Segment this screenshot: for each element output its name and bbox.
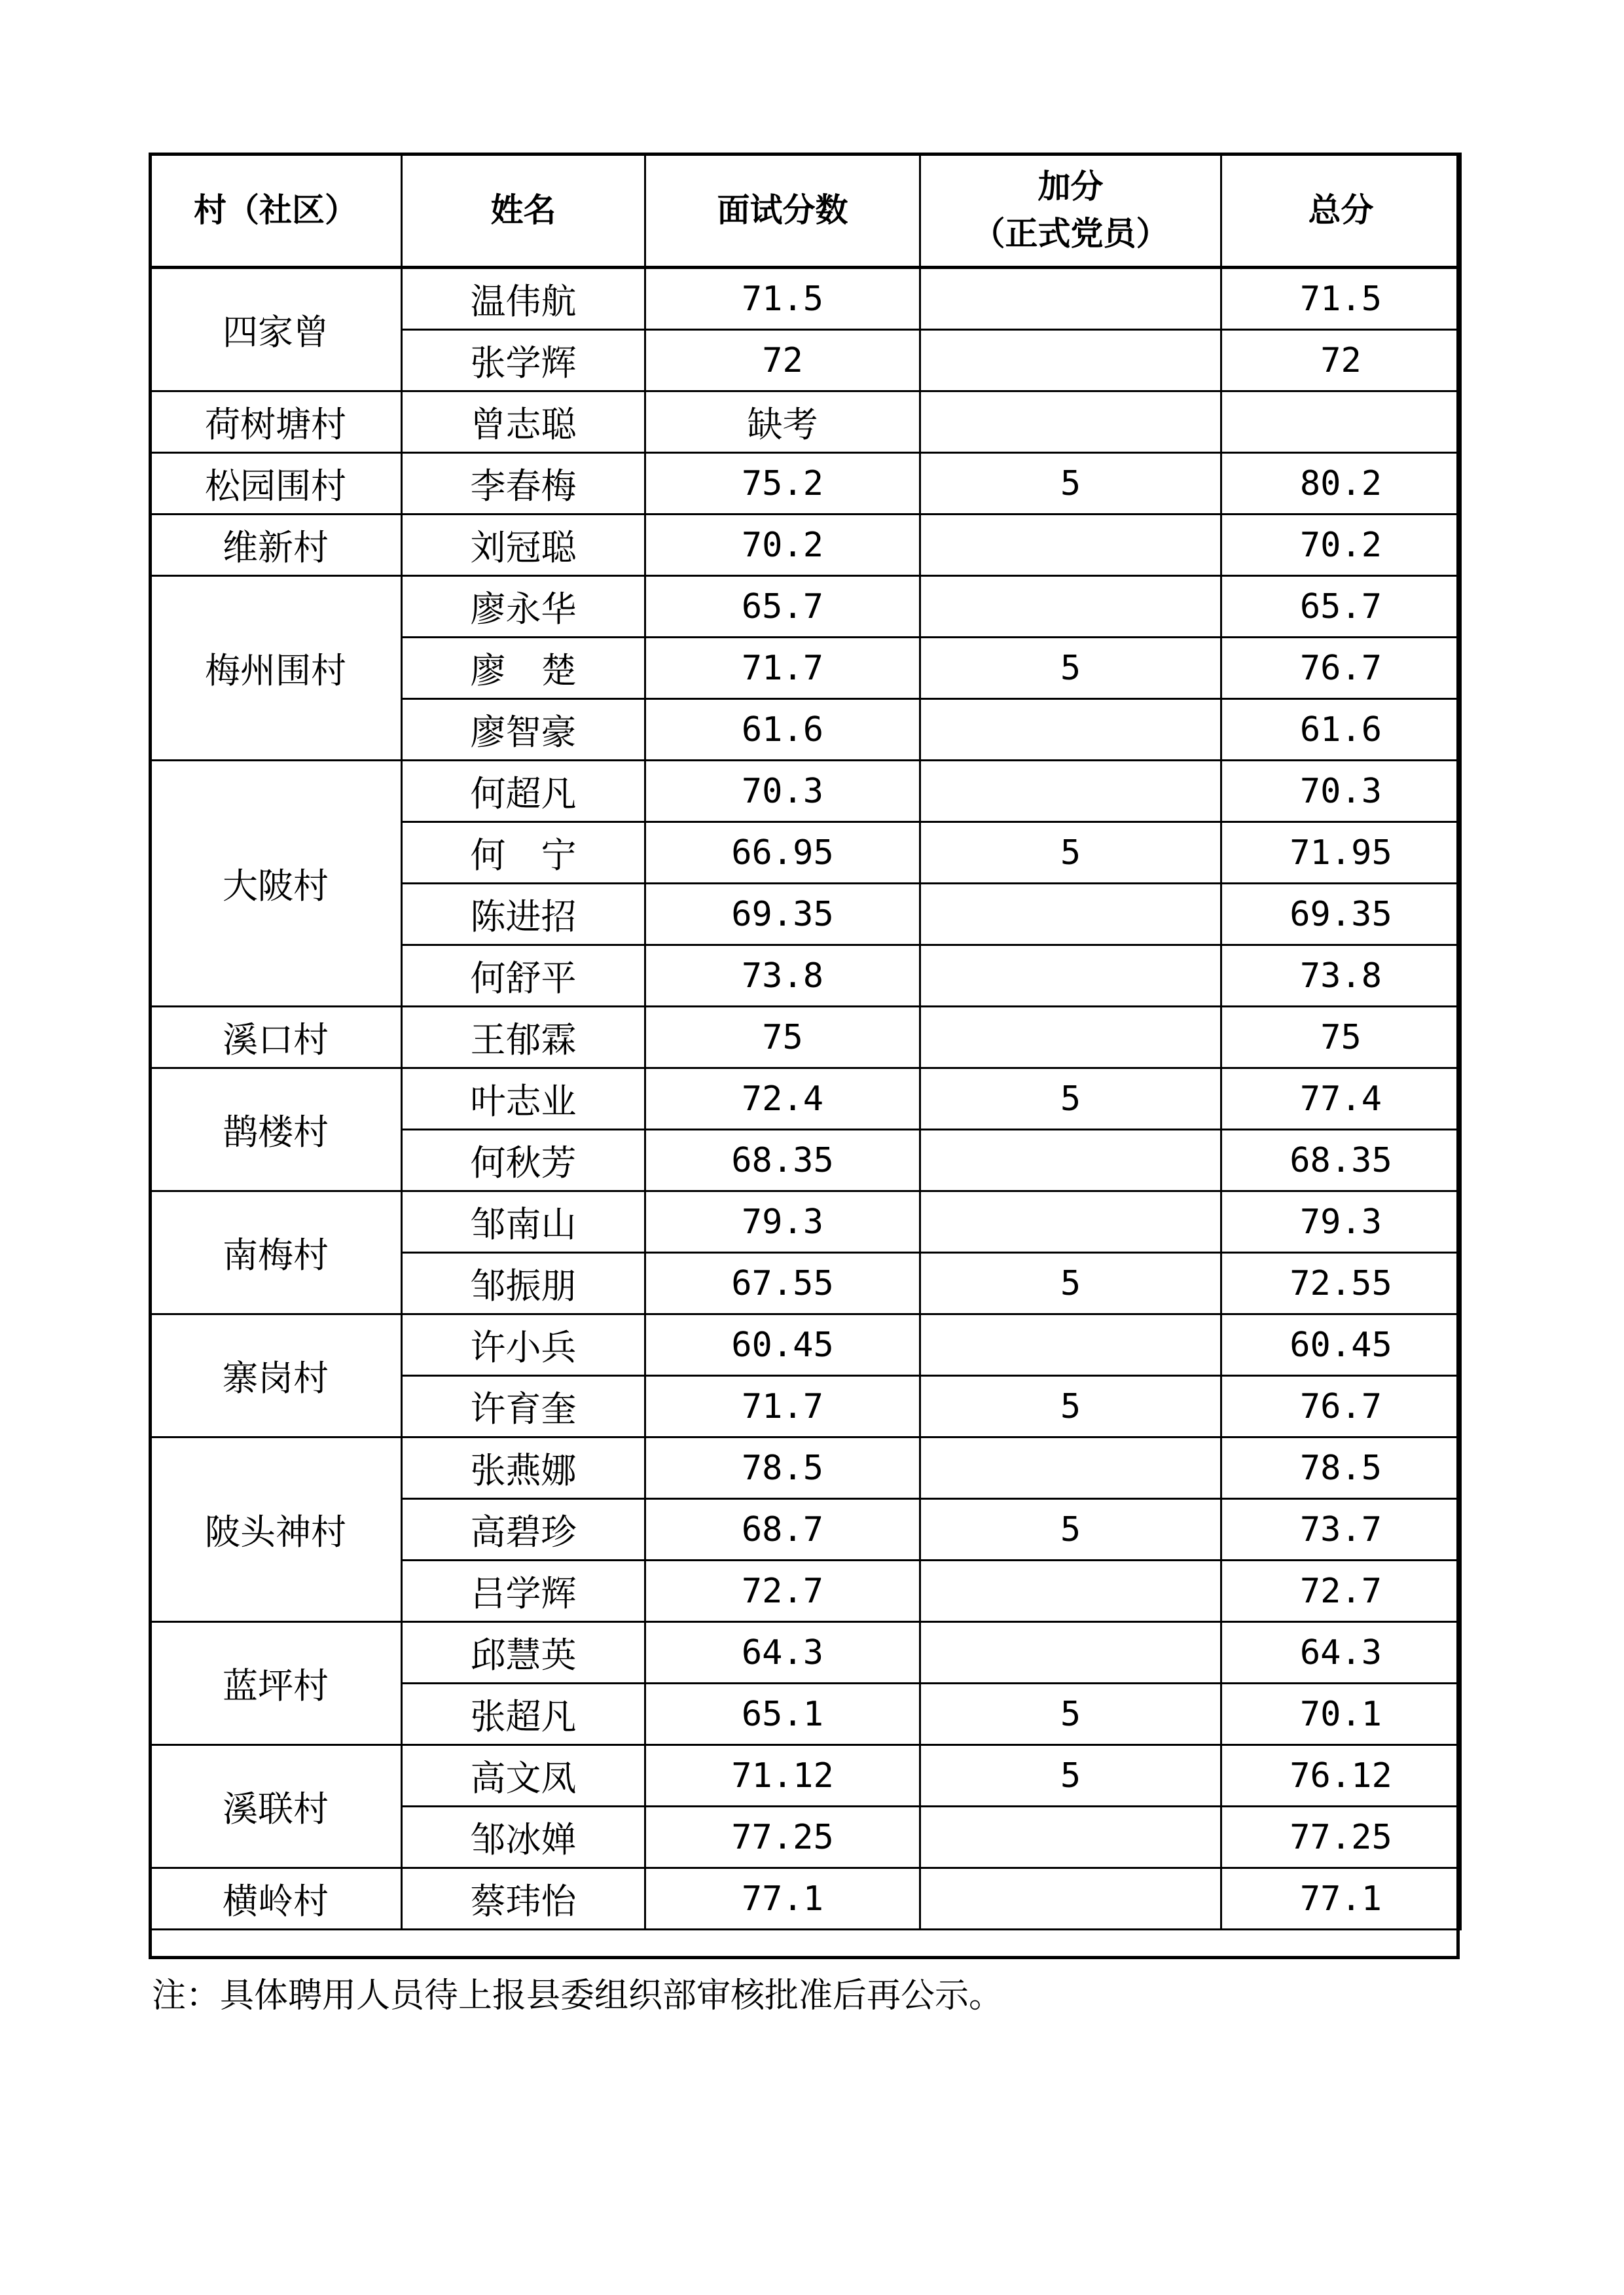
total-score-cell: 73.8 [1221, 945, 1461, 1007]
name-cell: 许育奎 [402, 1376, 645, 1437]
bonus-cell [920, 268, 1221, 330]
bonus-cell: 5 [920, 1376, 1221, 1437]
table-row [150, 1314, 1461, 1376]
total-score-cell: 72.7 [1221, 1561, 1461, 1622]
header-village: 村（社区） [150, 154, 402, 268]
name-cell: 张学辉 [402, 330, 645, 391]
total-score-cell: 72.55 [1221, 1253, 1461, 1314]
bonus-cell: 5 [920, 453, 1221, 515]
interview-score-cell: 72.4 [645, 1068, 920, 1130]
name-cell: 邹振朋 [402, 1253, 645, 1314]
total-score-cell: 78.5 [1221, 1437, 1461, 1499]
header-bonus-line1: 加分 [1038, 167, 1104, 206]
name-cell: 高文凤 [402, 1745, 645, 1807]
total-score-cell: 76.7 [1221, 1376, 1461, 1437]
interview-score-cell: 73.8 [645, 945, 920, 1007]
table-row [150, 1622, 1461, 1684]
total-score-cell: 71.95 [1221, 822, 1461, 884]
village-cell: 溪口村 [150, 1007, 402, 1068]
interview-score-cell: 78.5 [645, 1437, 920, 1499]
interview-score-cell: 66.95 [645, 822, 920, 884]
total-score-cell: 70.1 [1221, 1684, 1461, 1745]
name-cell: 廖智豪 [402, 699, 645, 761]
total-score-cell: 71.5 [1221, 268, 1461, 330]
total-score-cell: 70.2 [1221, 515, 1461, 576]
table-header [150, 154, 1461, 268]
interview-score-cell: 68.35 [645, 1130, 920, 1191]
total-score-cell: 72 [1221, 330, 1461, 391]
total-score-cell: 75 [1221, 1007, 1461, 1068]
bonus-cell [920, 1191, 1221, 1253]
interview-score-cell: 65.1 [645, 1684, 920, 1745]
bonus-cell [920, 391, 1221, 453]
bonus-cell [920, 330, 1221, 391]
score-table [149, 153, 1462, 1930]
header-interview-score: 面试分数 [645, 154, 920, 268]
table-row [150, 1868, 1461, 1930]
name-cell: 李春梅 [402, 453, 645, 515]
village-cell: 陂头神村 [150, 1437, 402, 1622]
name-cell: 廖 楚 [402, 638, 645, 699]
bonus-cell [920, 1314, 1221, 1376]
interview-score-cell: 79.3 [645, 1191, 920, 1253]
interview-score-cell: 65.7 [645, 576, 920, 638]
interview-score-cell: 72 [645, 330, 920, 391]
name-cell: 张超凡 [402, 1684, 645, 1745]
bonus-cell [920, 1561, 1221, 1622]
table-row [150, 268, 1461, 330]
interview-score-cell: 75.2 [645, 453, 920, 515]
interview-score-cell: 71.5 [645, 268, 920, 330]
bonus-cell [920, 1622, 1221, 1684]
interview-score-cell: 71.12 [645, 1745, 920, 1807]
interview-score-cell: 70.2 [645, 515, 920, 576]
village-cell: 大陂村 [150, 761, 402, 1007]
bonus-cell: 5 [920, 1253, 1221, 1314]
interview-score-cell: 60.45 [645, 1314, 920, 1376]
interview-score-cell: 77.25 [645, 1807, 920, 1868]
table-row [150, 761, 1461, 822]
name-cell: 吕学辉 [402, 1561, 645, 1622]
header-name: 姓名 [402, 154, 645, 268]
total-score-cell [1221, 391, 1461, 453]
total-score-cell: 76.12 [1221, 1745, 1461, 1807]
name-cell: 廖永华 [402, 576, 645, 638]
total-score-cell: 61.6 [1221, 699, 1461, 761]
bonus-cell [920, 1130, 1221, 1191]
interview-score-cell: 69.35 [645, 884, 920, 945]
table-row [150, 391, 1461, 453]
bonus-cell: 5 [920, 1499, 1221, 1561]
interview-score-cell: 75 [645, 1007, 920, 1068]
village-cell: 寨岗村 [150, 1314, 402, 1437]
interview-score-cell: 71.7 [645, 638, 920, 699]
name-cell: 何 宁 [402, 822, 645, 884]
village-cell: 四家曾 [150, 268, 402, 391]
total-score-cell: 77.4 [1221, 1068, 1461, 1130]
interview-score-cell: 71.7 [645, 1376, 920, 1437]
total-score-cell: 80.2 [1221, 453, 1461, 515]
name-cell: 邹南山 [402, 1191, 645, 1253]
village-cell: 溪联村 [150, 1745, 402, 1868]
village-cell: 荷树塘村 [150, 391, 402, 453]
total-score-cell: 73.7 [1221, 1499, 1461, 1561]
table-row [150, 1437, 1461, 1499]
bonus-cell [920, 515, 1221, 576]
footnote: 注：具体聘用人员待上报县委组织部审核批准后再公示。 [152, 1976, 1003, 2015]
bonus-cell: 5 [920, 638, 1221, 699]
table-row [150, 1007, 1461, 1068]
table-body [150, 268, 1461, 1930]
name-cell: 陈进招 [402, 884, 645, 945]
total-score-cell: 64.3 [1221, 1622, 1461, 1684]
name-cell: 叶志业 [402, 1068, 645, 1130]
village-cell: 梅州围村 [150, 576, 402, 761]
interview-score-cell: 64.3 [645, 1622, 920, 1684]
name-cell: 邹冰婵 [402, 1807, 645, 1868]
village-cell: 蓝坪村 [150, 1622, 402, 1745]
name-cell: 何超凡 [402, 761, 645, 822]
bonus-cell: 5 [920, 1068, 1221, 1130]
table-row [150, 576, 1461, 638]
table-row [150, 1191, 1461, 1253]
total-score-cell: 65.7 [1221, 576, 1461, 638]
name-cell: 刘冠聪 [402, 515, 645, 576]
name-cell: 蔡玮怡 [402, 1868, 645, 1930]
total-score-cell: 69.35 [1221, 884, 1461, 945]
interview-score-cell: 缺考 [645, 391, 920, 453]
total-score-cell: 77.1 [1221, 1868, 1461, 1930]
interview-score-cell: 68.7 [645, 1499, 920, 1561]
bonus-cell: 5 [920, 1745, 1221, 1807]
interview-score-cell: 72.7 [645, 1561, 920, 1622]
bonus-cell [920, 1868, 1221, 1930]
village-cell: 南梅村 [150, 1191, 402, 1314]
interview-score-cell: 77.1 [645, 1868, 920, 1930]
bonus-cell: 5 [920, 1684, 1221, 1745]
name-cell: 邱慧英 [402, 1622, 645, 1684]
name-cell: 温伟航 [402, 268, 645, 330]
bonus-cell [920, 576, 1221, 638]
table-row [150, 453, 1461, 515]
name-cell: 高碧珍 [402, 1499, 645, 1561]
name-cell: 王郁霖 [402, 1007, 645, 1068]
bonus-cell [920, 761, 1221, 822]
name-cell: 何秋芳 [402, 1130, 645, 1191]
table-row [150, 515, 1461, 576]
interview-score-cell: 61.6 [645, 699, 920, 761]
bonus-cell [920, 1807, 1221, 1868]
name-cell: 许小兵 [402, 1314, 645, 1376]
total-score-cell: 77.25 [1221, 1807, 1461, 1868]
bonus-cell [920, 1007, 1221, 1068]
bonus-cell: 5 [920, 822, 1221, 884]
header-bonus [920, 154, 1221, 268]
bonus-cell [920, 945, 1221, 1007]
total-score-cell: 79.3 [1221, 1191, 1461, 1253]
interview-score-cell: 67.55 [645, 1253, 920, 1314]
table-row [150, 1068, 1461, 1130]
header-bonus-line2: （正式党员） [972, 215, 1169, 253]
bonus-cell [920, 1437, 1221, 1499]
village-cell: 横岭村 [150, 1868, 402, 1930]
name-cell: 张燕娜 [402, 1437, 645, 1499]
total-score-cell: 76.7 [1221, 638, 1461, 699]
bonus-cell [920, 699, 1221, 761]
bonus-cell [920, 884, 1221, 945]
header-total: 总分 [1221, 154, 1461, 268]
total-score-cell: 60.45 [1221, 1314, 1461, 1376]
interview-score-cell: 70.3 [645, 761, 920, 822]
table-row [150, 1745, 1461, 1807]
header-row [150, 154, 1461, 268]
total-score-cell: 68.35 [1221, 1130, 1461, 1191]
village-cell: 维新村 [150, 515, 402, 576]
total-score-cell: 70.3 [1221, 761, 1461, 822]
name-cell: 何舒平 [402, 945, 645, 1007]
village-cell: 松园围村 [150, 453, 402, 515]
village-cell: 鹊楼村 [150, 1068, 402, 1191]
name-cell: 曾志聪 [402, 391, 645, 453]
